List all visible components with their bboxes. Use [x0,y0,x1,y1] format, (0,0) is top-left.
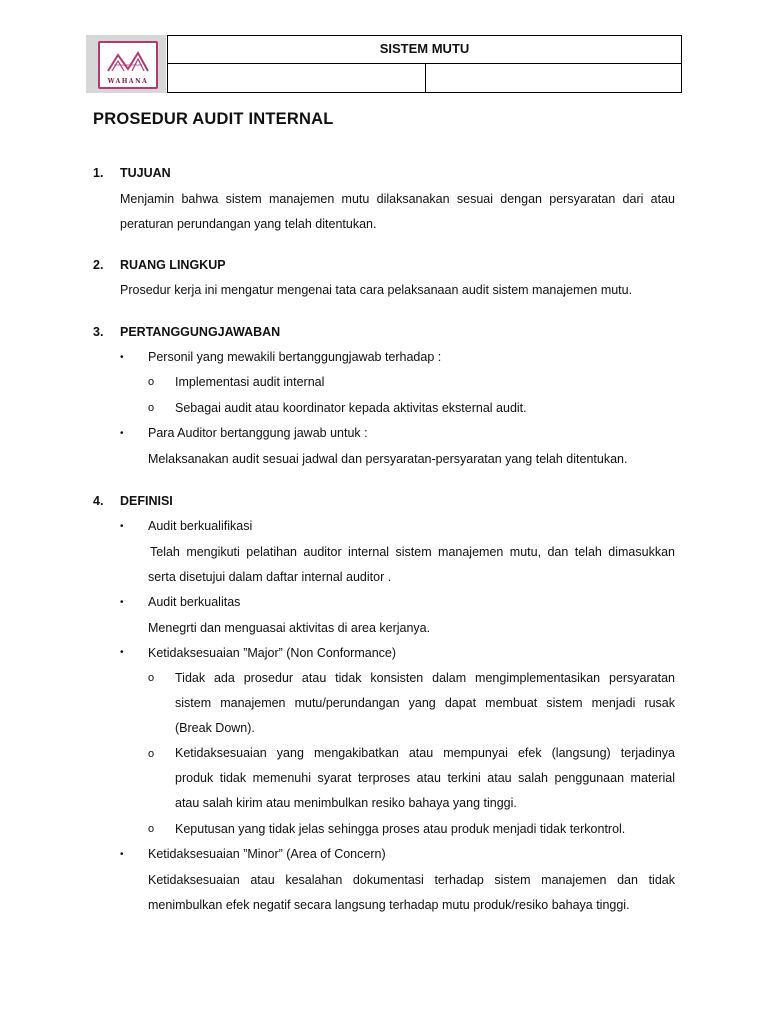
sub-bullet-icon: o [148,402,155,414]
section-number: 2. [93,258,104,272]
sub-bullet-icon: o [148,823,155,835]
list-item: Ketidaksesuaian ”Major” (Non Conformance) [148,646,397,660]
bullet-icon: • [120,352,124,363]
section-heading: TUJUAN [120,166,171,180]
list-item-description: Menegrti dan menguasai aktivitas di area kerjanya. [148,621,431,635]
header-cell-divider [425,63,426,92]
logo-mountain-icon [104,45,152,77]
bullet-icon: • [120,428,124,439]
list-item: Audit berkualitas [148,595,241,609]
sub-list-item: Tidak ada prosedur atau tidak konsisten dalam mengimplementasikan persyaratan [175,671,675,685]
header-table [167,35,682,93]
paragraph-line: peraturan perundangan yang telah ditentukan. [120,217,377,231]
logo-text: WAHANA [107,78,149,85]
sub-list-item: atau salah kirim atau menimbulkan resiko bahaya yang tinggi. [175,796,517,810]
bullet-icon: • [120,597,124,608]
paragraph-line: Prosedur kerja ini mengatur mengenai tata cara pelaksanaan audit sistem manajemen mutu. [120,283,633,297]
sub-list-item: (Break Down). [175,721,255,735]
list-item: Ketidaksesuaian ”Minor” (Area of Concern) [148,847,386,861]
list-item: Audit berkualifikasi [148,519,253,533]
header-title: SISTEM MUTU [168,36,681,64]
list-item: Personil yang mewakili bertanggungjawab terhadap : [148,350,442,364]
list-item-description: menimbulkan efek negatif secara langsung terhadap mutu produk/resiko bahaya tinggi. [148,898,630,912]
list-item: Para Auditor bertanggung jawab untuk : [148,426,368,440]
list-item-description: serta disetujui dalam daftar internal auditor . [148,570,392,584]
bullet-icon: • [120,647,124,658]
section-number: 4. [93,494,104,508]
section-heading: DEFINISI [120,494,173,508]
sub-list-item: produk tidak memenuhi syarat terproses atau terkini atau salah penggunaan material [175,771,675,785]
sub-list-item: Ketidaksesuaian yang mengakibatkan atau mempunyai efek (langsung) terjadinya [175,746,675,760]
section-number: 3. [93,325,104,339]
sub-list-item: Keputusan yang tidak jelas sehingga proses atau produk menjadi tidak terkontrol. [175,822,626,836]
list-item-description: Telah mengikuti pelatihan auditor internal sistem manajemen mutu, dan telah dimasukkan [150,545,675,559]
company-logo [86,35,166,93]
sub-list-item: Implementasi audit internal [175,375,325,389]
list-item-description: Melaksanakan audit sesuai jadwal dan persyaratan-persyaratan yang telah ditentukan. [148,452,628,466]
list-item-description: Ketidaksesuaian atau kesalahan dokumentasi terhadap sistem manajemen dan tidak [148,873,675,887]
section-heading: RUANG LINGKUP [120,258,226,272]
bullet-icon: • [120,849,124,860]
sub-bullet-icon: o [148,672,155,684]
bullet-icon: • [120,521,124,532]
section-number: 1. [93,166,104,180]
logo-emblem [98,41,158,89]
sub-list-item: sistem manajemen mutu/perundangan yang dapat membuat sistem menjadi rusak [175,696,675,710]
sub-bullet-icon: o [148,376,155,388]
sub-bullet-icon: o [148,748,155,760]
sub-list-item: Sebagai audit atau koordinator kepada aktivitas eksternal audit. [175,401,527,415]
document-title: PROSEDUR AUDIT INTERNAL [93,110,334,128]
paragraph-line: Menjamin bahwa sistem manajemen mutu dilaksanakan sesuai dengan persyaratan dari atau [120,192,675,206]
section-heading: PERTANGGUNGJAWABAN [120,325,281,339]
